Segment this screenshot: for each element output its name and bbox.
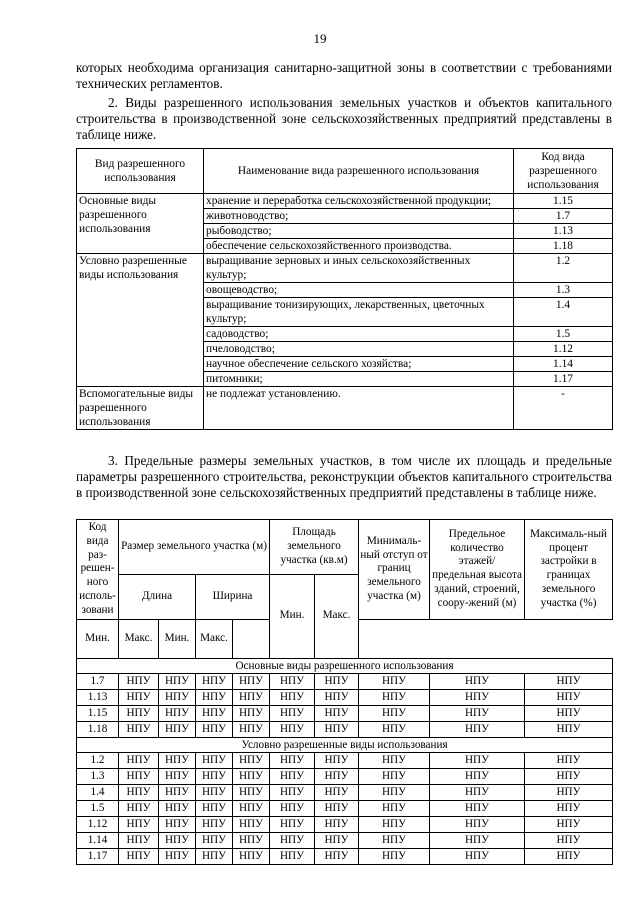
t2-value-cell: НПУ	[233, 832, 270, 848]
t2-value-cell: НПУ	[159, 705, 196, 721]
t2-value-cell: НПУ	[315, 800, 359, 816]
t2-header-width-max: Макс.	[196, 619, 233, 658]
t2-value-cell: НПУ	[270, 784, 315, 800]
t2-section-title: Основные виды разрешенного использования	[77, 658, 613, 673]
t1-header-type: Вид разрешенного использования	[77, 149, 204, 194]
t2-value-cell: НПУ	[359, 673, 430, 689]
t2-value-cell: НПУ	[196, 784, 233, 800]
t2-value-cell: НПУ	[119, 832, 159, 848]
t2-value-cell: НПУ	[159, 673, 196, 689]
t2-header-area: Площадь земельного участка (кв.м)	[270, 520, 359, 575]
t2-code-cell: 1.17	[77, 848, 119, 864]
t2-header-area-max: Макс.	[315, 575, 359, 659]
t2-value-cell: НПУ	[525, 768, 613, 784]
t2-code-cell: 1.12	[77, 816, 119, 832]
t1-use-code: 1.2	[514, 254, 613, 283]
t2-value-cell: НПУ	[359, 832, 430, 848]
t2-value-cell: НПУ	[525, 752, 613, 768]
t2-value-cell: НПУ	[525, 800, 613, 816]
t2-code-cell: 1.18	[77, 721, 119, 737]
t2-value-cell: НПУ	[430, 673, 525, 689]
t2-value-cell: НПУ	[119, 768, 159, 784]
t2-value-cell: НПУ	[525, 721, 613, 737]
t2-value-cell: НПУ	[196, 768, 233, 784]
t2-value-cell: НПУ	[359, 705, 430, 721]
t2-value-cell: НПУ	[430, 721, 525, 737]
t1-use-name: животноводство;	[204, 209, 514, 224]
t2-row	[77, 673, 613, 689]
t1-use-name: рыбоводство;	[204, 224, 514, 239]
t2-value-cell: НПУ	[196, 721, 233, 737]
t2-value-cell: НПУ	[270, 832, 315, 848]
t1-use-name: хранение и переработка сельскохозяйственной продукции;	[204, 194, 514, 209]
t2-value-cell: НПУ	[359, 784, 430, 800]
t2-value-cell: НПУ	[119, 784, 159, 800]
t2-value-cell: НПУ	[233, 689, 270, 705]
t2-value-cell: НПУ	[233, 705, 270, 721]
t1-use-name: обеспечение сельскохозяйственного производства.	[204, 239, 514, 254]
t1-header-code: Код вида разрешенного использования	[514, 149, 613, 194]
t1-use-code: 1.14	[514, 357, 613, 372]
t2-code-cell: 1.13	[77, 689, 119, 705]
t2-value-cell: НПУ	[159, 784, 196, 800]
t2-value-cell: НПУ	[359, 800, 430, 816]
t2-value-cell: НПУ	[119, 848, 159, 864]
t2-value-cell: НПУ	[196, 848, 233, 864]
t2-row	[77, 705, 613, 721]
t1-use-code: 1.18	[514, 239, 613, 254]
t2-header-setback: Минималь-ный отступ от границ земельного участка (м)	[359, 520, 430, 620]
t1-category: Основные виды разрешенного использования	[77, 194, 204, 254]
t2-value-cell: НПУ	[159, 800, 196, 816]
t2-value-cell: НПУ	[359, 752, 430, 768]
t1-row	[77, 194, 613, 209]
t2-value-cell: НПУ	[315, 721, 359, 737]
t1-row	[77, 254, 613, 283]
t2-section-title: Условно разрешенные виды использования	[77, 737, 613, 752]
t2-header-width-min: Мин.	[159, 619, 196, 658]
t1-header-name: Наименование вида разрешенного использования	[204, 149, 514, 194]
t2-value-cell: НПУ	[430, 705, 525, 721]
t2-value-cell: НПУ	[359, 768, 430, 784]
t1-use-code: 1.7	[514, 209, 613, 224]
paragraph-2	[76, 95, 612, 143]
t2-value-cell: НПУ	[359, 816, 430, 832]
t2-value-cell: НПУ	[159, 848, 196, 864]
t1-use-name: выращивание зерновых и иных сельскохозяйственных культур;	[204, 254, 514, 283]
t2-value-cell: НПУ	[525, 673, 613, 689]
t2-value-cell: НПУ	[233, 752, 270, 768]
t2-value-cell: НПУ	[119, 752, 159, 768]
t2-value-cell: НПУ	[196, 816, 233, 832]
t2-value-cell: НПУ	[430, 832, 525, 848]
t2-header-area-min: Мин.	[270, 575, 315, 659]
t2-row	[77, 784, 613, 800]
t2-row	[77, 848, 613, 864]
t2-value-cell: НПУ	[119, 673, 159, 689]
t1-use-name: научное обеспечение сельского хозяйства;	[204, 357, 514, 372]
t2-value-cell: НПУ	[159, 768, 196, 784]
t2-value-cell: НПУ	[119, 689, 159, 705]
t2-row	[77, 689, 613, 705]
t2-value-cell: НПУ	[315, 705, 359, 721]
paragraph-3-text: 3. Предельные размеры земельных участков, в том числе их площадь и предельные параметры разрешенного строительства, реконструкции объектов капитального строительства в производственной зоне сельскохозяйственных предприятий представлены в таблице ниже.	[76, 453, 612, 500]
t2-header-code: Код вида раз-решен-ного исполь-зовани	[77, 520, 119, 620]
t1-use-name: пчеловодство;	[204, 342, 514, 357]
t2-value-cell: НПУ	[196, 673, 233, 689]
t2-value-cell: НПУ	[430, 768, 525, 784]
t1-use-name: овощеводство;	[204, 283, 514, 298]
t2-value-cell: НПУ	[233, 721, 270, 737]
t2-value-cell: НПУ	[233, 848, 270, 864]
t2-value-cell: НПУ	[359, 848, 430, 864]
t2-value-cell: НПУ	[270, 673, 315, 689]
t2-value-cell: НПУ	[430, 848, 525, 864]
t2-header-length-max: Макс.	[119, 619, 159, 658]
t1-use-name: питомники;	[204, 372, 514, 387]
t2-value-cell: НПУ	[119, 721, 159, 737]
t2-header-length: Длина	[119, 575, 196, 620]
t2-value-cell: НПУ	[270, 800, 315, 816]
t2-row	[77, 752, 613, 768]
t2-value-cell: НПУ	[315, 848, 359, 864]
t2-value-cell: НПУ	[159, 816, 196, 832]
t2-value-cell: НПУ	[525, 689, 613, 705]
t2-value-cell: НПУ	[525, 832, 613, 848]
t2-header-width: Ширина	[196, 575, 270, 620]
t2-value-cell: НПУ	[430, 752, 525, 768]
t1-use-name: не подлежат установлению.	[204, 387, 514, 430]
t1-use-code: 1.15	[514, 194, 613, 209]
t2-code-cell: 1.7	[77, 673, 119, 689]
t2-value-cell: НПУ	[233, 800, 270, 816]
t2-value-cell: НПУ	[119, 800, 159, 816]
page-number: 19	[313, 31, 327, 46]
t1-use-code: 1.12	[514, 342, 613, 357]
t2-header-size: Размер земельного участка (м)	[119, 520, 270, 575]
t2-value-cell: НПУ	[315, 752, 359, 768]
t2-value-cell: НПУ	[270, 816, 315, 832]
t1-use-code: -	[514, 387, 613, 430]
t2-value-cell: НПУ	[196, 689, 233, 705]
t1-category: Условно разрешенные виды использования	[77, 254, 204, 387]
t2-row	[77, 721, 613, 737]
t1-use-code: 1.3	[514, 283, 613, 298]
t2-value-cell: НПУ	[315, 689, 359, 705]
t2-value-cell: НПУ	[430, 784, 525, 800]
t2-code-cell: 1.4	[77, 784, 119, 800]
t2-value-cell: НПУ	[430, 816, 525, 832]
t2-code-cell: 1.5	[77, 800, 119, 816]
t2-section-row	[77, 658, 613, 673]
t2-code-cell: 1.15	[77, 705, 119, 721]
t2-value-cell: НПУ	[430, 689, 525, 705]
t2-value-cell: НПУ	[196, 832, 233, 848]
t1-category: Вспомогательные виды разрешенного использования	[77, 387, 204, 430]
land-plot-parameters-table	[76, 519, 613, 865]
t1-use-code: 1.13	[514, 224, 613, 239]
t2-code-cell: 1.2	[77, 752, 119, 768]
t2-value-cell: НПУ	[196, 705, 233, 721]
t2-code-cell: 1.14	[77, 832, 119, 848]
t2-value-cell: НПУ	[119, 705, 159, 721]
t2-value-cell: НПУ	[430, 800, 525, 816]
t2-value-cell: НПУ	[359, 689, 430, 705]
t2-value-cell: НПУ	[525, 816, 613, 832]
t2-value-cell: НПУ	[270, 752, 315, 768]
t2-value-cell: НПУ	[270, 705, 315, 721]
t2-value-cell: НПУ	[315, 816, 359, 832]
t2-value-cell: НПУ	[525, 705, 613, 721]
t2-value-cell: НПУ	[315, 768, 359, 784]
t2-value-cell: НПУ	[270, 689, 315, 705]
t2-value-cell: НПУ	[525, 848, 613, 864]
t2-value-cell: НПУ	[159, 689, 196, 705]
t2-row	[77, 800, 613, 816]
t2-value-cell: НПУ	[270, 848, 315, 864]
t2-section-row	[77, 737, 613, 752]
t2-value-cell: НПУ	[159, 752, 196, 768]
t2-value-cell: НПУ	[233, 816, 270, 832]
t2-value-cell: НПУ	[196, 752, 233, 768]
t2-header-coverage: Максималь-ный процент застройки в границах земельного участка (%)	[525, 520, 613, 620]
t2-value-cell: НПУ	[196, 800, 233, 816]
t2-value-cell: НПУ	[359, 721, 430, 737]
t1-use-code: 1.17	[514, 372, 613, 387]
t2-row	[77, 768, 613, 784]
t2-header-floors: Предельное количество этажей/ предельная высота зданий, строений, соору-жений (м)	[430, 520, 525, 620]
t2-value-cell: НПУ	[119, 816, 159, 832]
t2-value-cell: НПУ	[233, 768, 270, 784]
paragraph-continuation: которых необходима организация санитарно-защитной зоны в соответствии с требованиями технических регламентов.	[76, 60, 612, 91]
t1-use-name: выращивание тонизирующих, лекарственных, цветочных культур;	[204, 298, 514, 327]
t2-value-cell: НПУ	[315, 673, 359, 689]
t2-value-cell: НПУ	[233, 784, 270, 800]
t2-row	[77, 832, 613, 848]
t2-code-cell: 1.3	[77, 768, 119, 784]
t2-value-cell: НПУ	[270, 768, 315, 784]
t2-header-length-min: Мин.	[77, 619, 119, 658]
t2-value-cell: НПУ	[233, 673, 270, 689]
t2-value-cell: НПУ	[315, 832, 359, 848]
t1-row	[77, 387, 613, 430]
t1-use-name: садоводство;	[204, 327, 514, 342]
paragraph-2-text: 2. Виды разрешенного использования земельных участков и объектов капитального строительства в производственной зоне сельскохозяйственных предприятий представлены в таблице ниже.	[76, 95, 612, 142]
t2-row	[77, 816, 613, 832]
t2-value-cell: НПУ	[159, 721, 196, 737]
t1-use-code: 1.4	[514, 298, 613, 327]
t1-use-code: 1.5	[514, 327, 613, 342]
t2-value-cell: НПУ	[270, 721, 315, 737]
t2-value-cell: НПУ	[315, 784, 359, 800]
paragraph-3	[76, 453, 612, 501]
land-use-types-table	[76, 148, 613, 430]
t2-value-cell: НПУ	[159, 832, 196, 848]
t2-value-cell: НПУ	[525, 784, 613, 800]
